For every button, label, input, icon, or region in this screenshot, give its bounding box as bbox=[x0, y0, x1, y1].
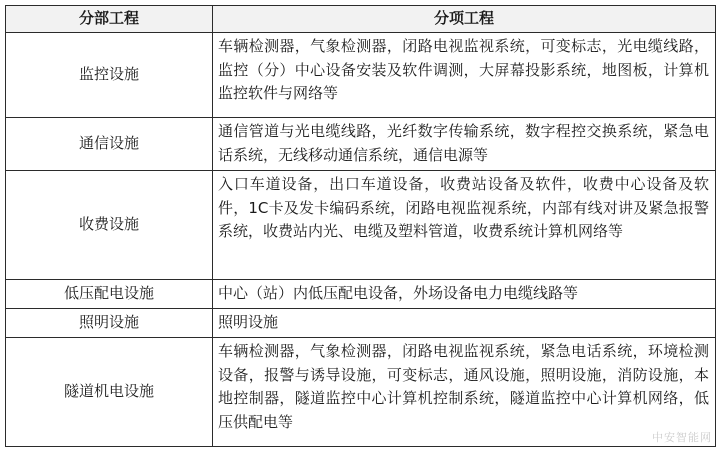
table-row bbox=[6, 309, 716, 338]
category-cell: 收费设施 bbox=[6, 171, 213, 280]
table-row bbox=[6, 171, 716, 280]
table-row bbox=[6, 280, 716, 309]
items-cell: 通信管道与光电缆线路，光纤数字传输系统，数字程控交换系统，紧急电话系统，无线移动通信系统，通信电源等 bbox=[213, 118, 716, 171]
category-cell: 监控设施 bbox=[6, 33, 213, 118]
items-cell: 入口车道设备，出口车道设备，收费站设备及软件，收费中心设备及软件，1C卡及发卡编码系统，闭路电视监视系统，内部有线对讲及紧急报警系统，收费站内光、电缆及塑料管道，收费系统计算机网络等 bbox=[213, 171, 716, 280]
items-cell: 车辆检测器，气象检测器，闭路电视监视系统，紧急电话系统，环境检测设备，报警与诱导设施，可变标志，通风设施，照明设施，消防设施，本地控制器，隧道监控中心计算机控制系统，隧道监控中心计算机网络，低压供配电等 bbox=[213, 338, 716, 447]
table-header-row bbox=[6, 6, 716, 33]
engineering-table bbox=[5, 5, 716, 447]
category-cell: 通信设施 bbox=[6, 118, 213, 171]
header-subitem: 分项工程 bbox=[213, 6, 716, 33]
header-division: 分部工程 bbox=[6, 6, 213, 33]
table-row bbox=[6, 338, 716, 447]
items-cell: 照明设施 bbox=[213, 309, 716, 338]
category-cell: 照明设施 bbox=[6, 309, 213, 338]
items-cell: 中心（站）内低压配电设备，外场设备电力电缆线路等 bbox=[213, 280, 716, 309]
watermark: 中安智能网 bbox=[652, 431, 712, 444]
category-cell: 低压配电设施 bbox=[6, 280, 213, 309]
table-row bbox=[6, 118, 716, 171]
table-row bbox=[6, 33, 716, 118]
category-cell: 隧道机电设施 bbox=[6, 338, 213, 447]
items-cell: 车辆检测器，气象检测器，闭路电视监视系统，可变标志，光电缆线路，监控（分）中心设备安装及软件调测，大屏幕投影系统，地图板，计算机监控软件与网络等 bbox=[213, 33, 716, 118]
